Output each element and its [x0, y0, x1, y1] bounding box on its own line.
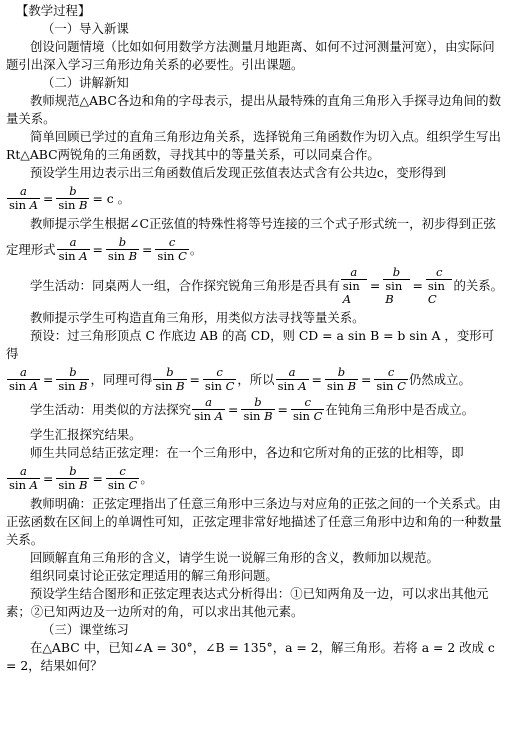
section-title-practice: （三）课堂练习: [42, 622, 129, 637]
formula-line-6: $\frac{a}{\text{sin A}}$ = $\frac{b}{\text{sin B}}$ = $\frac{c}{\text{sin C}}$ 。: [9, 464, 153, 492]
formula-line-5: 学生活动：用类似的方法探究 $\frac{a}{\text{sin A}}$ = $\frac{b}{\text{sin B}}$ = $\frac{c}{\text{sin C}}$ 在钝角三角形中是否成立。: [30, 395, 475, 423]
paragraph-review: 简单回顾已学过的直角三角形边角关系，选择锐角三角函数作为切入点。组织学生写出Rt△ABC两锐角的三角函数，寻找其中的等量关系，可以同桌合作。: [6, 129, 501, 162]
paragraph-construct-hint: 教师提示学生可构造直角三角形，用类似方法寻找等量关系。: [30, 310, 365, 325]
paragraph-preset-height: 预设：过三角形顶点 C 作底边 AB 的高 CD，则 CD = a sin B = b sin A ，变形可得: [6, 328, 494, 361]
formula-line-1: $\frac{a}{\text{sin A}}$ = $\frac{b}{\text{sin B}}$ = c 。: [9, 184, 131, 212]
formula-line-2: 定理形式 $\frac{a}{\text{sin A}}$ = $\frac{b}{\text{sin B}}$ = $\frac{c}{\text{sin C}}$ 。: [6, 235, 203, 263]
formula-line-3: 学生活动：同桌两人一组，合作探究锐角三角形是否具有 $\frac{a}{\text{sin A}}$ = $\frac{b}{\text{sin B}}$ = $\frac{c}{\text{sin C}}$ 的关系。: [30, 265, 503, 306]
paragraph-notation: 教师规范△ABC各边和角的字母表示，提出从最特殊的直角三角形入手探寻边角间的数量关系。: [6, 93, 501, 126]
paragraph-exercise: 在△ABC 中，已知∠A = 30°，∠B = 135°，a = 2，解三角形。若将 a = 2 改成 c = 2，结果如何？: [6, 640, 495, 673]
paragraph-intro: 创设问题情境（比如如何用数学方法测量月地距离、如何不过河测量河宽），由实际问题引出深入学习三角形边角关系的必要性。引出课题。: [6, 39, 495, 72]
paragraph-review-solve: 回顾解直角三角形的含义，请学生说一说解三角形的含义，教师加以规范。: [30, 550, 439, 565]
formula-line-4: $\frac{a}{\text{sin A}}$ = $\frac{b}{\text{sin B}}$ ，同理可得 $\frac{b}{\text{sin B}}$ = $\frac{c}{\text{sin C}}$ ，所以 $\frac{a}{\text{sin A}}$ = $\frac{b}{\text{sin B}}$ = $\frac{c}{\text{sin C}}$ 仍然成立。: [9, 365, 471, 393]
fraction-a-sinA: $\frac{a}{\text{sin A}}$: [9, 184, 38, 212]
paragraph-discussion: 组织同桌讨论正弦定理适用的解三角形问题。: [30, 568, 278, 583]
paragraph-report: 学生汇报探究结果。: [30, 427, 142, 442]
section-title-new-knowledge: （二）讲解新知: [42, 75, 129, 90]
paragraph-teacher-clarify: 教师明确：正弦定理指出了任意三角形中三条边与对应角的正弦之间的一个关系式。由正弦函数在区间上的单调性可知，正弦定理非常好地描述了任意三角形中边和角的一种数量关系。: [6, 496, 502, 547]
section-title-intro: （一）导入新课: [42, 21, 129, 36]
paragraph-preset-analysis: 预设学生结合图形和正弦定理表达式分析得出：①已知两角及一边，可以求出其他元素；②已知两边及一边所对的角，可以求出其他元素。: [6, 586, 489, 619]
section-header-process: 【教学过程】: [16, 3, 91, 18]
paragraph-teacher-hint: 教师提示学生根据∠C正弦值的特殊性将等号连接的三个式子形式统一，初步得到正弦: [30, 216, 496, 231]
paragraph-summary: 师生共同总结正弦定理：在一个三角形中，各边和它所对角的正弦的比相等，即: [30, 445, 464, 460]
paragraph-preset-common-side: 预设学生用边表示出三角函数值后发现正弦值表达式含有公共边c，变形得到: [30, 165, 446, 180]
fraction-b-sinB: $\frac{b}{\text{sin B}}$: [58, 184, 88, 212]
